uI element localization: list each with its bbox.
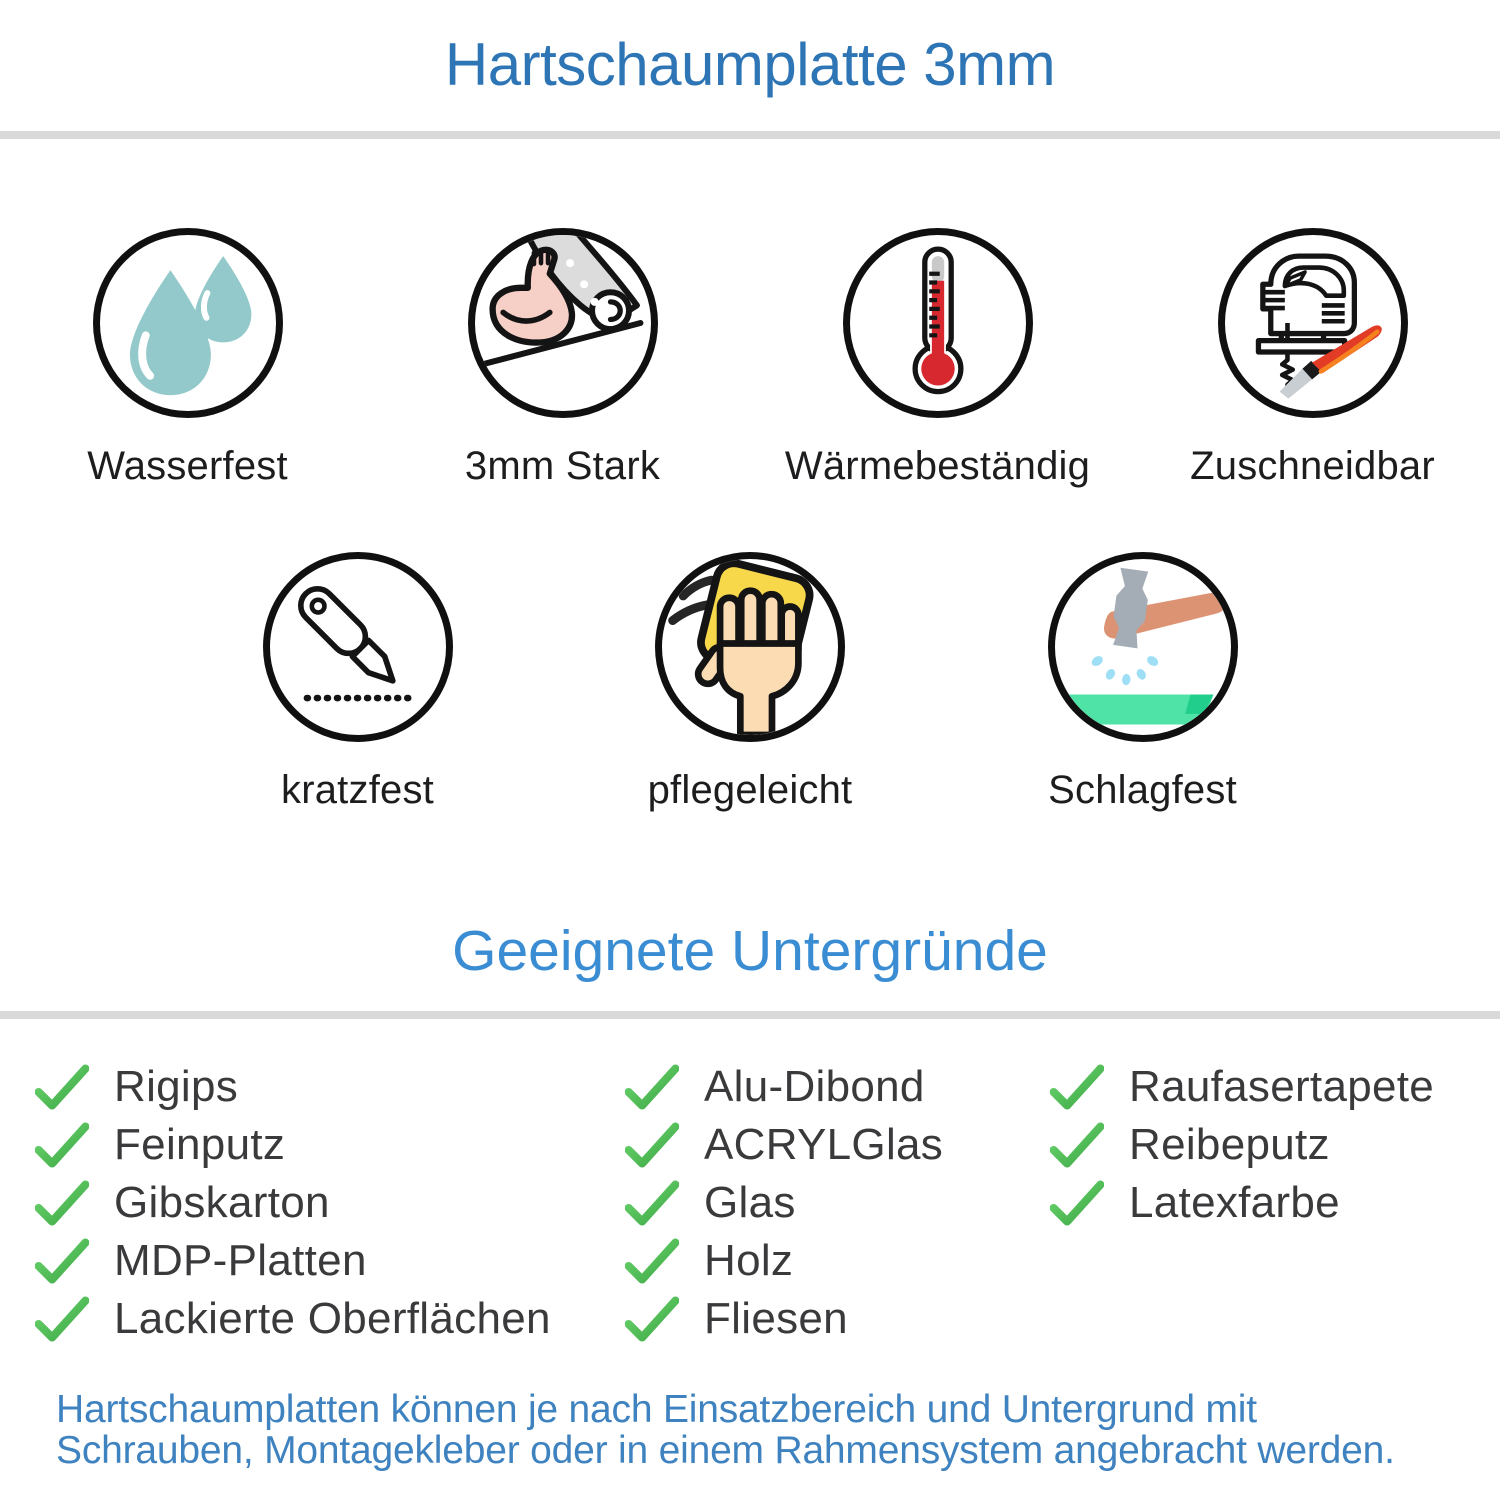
page-title: Hartschaumplatte 3mm [444, 31, 1056, 98]
feature-pflegeleicht [563, 552, 938, 813]
list-item [625, 1232, 1050, 1290]
footer-line-2: Schrauben, Montagekleber oder in einem Rahmensystem angebracht werden. [56, 1429, 1395, 1472]
list-item-label: Fliesen [704, 1294, 848, 1343]
list-item-label: Reibeputz [1129, 1120, 1330, 1169]
feature-3mm-stark [375, 228, 750, 489]
check-icon [1050, 1122, 1104, 1169]
list-item-label: Latexfarbe [1129, 1178, 1340, 1227]
list-item-label: ACRYLGlas [704, 1120, 944, 1169]
feature-label: Schlagfest [1048, 768, 1237, 812]
feature-kratzfest [170, 552, 545, 813]
footer-note [56, 1389, 1470, 1471]
surfaces-list [0, 1058, 1500, 1348]
surfaces-column-1 [35, 1058, 625, 1348]
check-icon [1050, 1064, 1104, 1111]
feature-label: Zuschneidbar [1190, 444, 1435, 488]
list-item [35, 1058, 625, 1116]
feature-label: Wasserfest [87, 444, 288, 488]
list-item [1050, 1116, 1500, 1174]
list-item [1050, 1058, 1500, 1116]
footer-line-1: Hartschaumplatten können je nach Einsatzbereich und Untergrund mit [56, 1388, 1257, 1431]
check-icon [625, 1180, 679, 1227]
utility-knife-icon [263, 552, 453, 742]
check-icon [35, 1296, 89, 1343]
list-item-label: Lackierte Oberflächen [114, 1294, 551, 1343]
list-item [625, 1290, 1050, 1348]
feature-label: Wärmebeständig [784, 444, 1091, 488]
list-item-label: Holz [704, 1236, 794, 1285]
check-icon [625, 1238, 679, 1285]
list-item [35, 1232, 625, 1290]
list-item [625, 1058, 1050, 1116]
feature-label: kratzfest [281, 768, 434, 812]
surfaces-column-3 [1050, 1058, 1500, 1348]
feature-waermebestaendig [750, 228, 1125, 489]
list-item [625, 1174, 1050, 1232]
check-icon [1050, 1180, 1104, 1227]
list-item [1050, 1174, 1500, 1232]
check-icon [625, 1122, 679, 1169]
feature-row-2 [170, 552, 1330, 813]
flexed-arm-roll-icon [468, 228, 658, 418]
feature-zuschneidbar [1125, 228, 1500, 489]
feature-label: 3mm Stark [464, 444, 661, 488]
surfaces-column-2 [625, 1058, 1050, 1348]
list-item-label: Glas [704, 1178, 796, 1227]
check-icon [35, 1238, 89, 1285]
section-title: Geeignete Untergründe [452, 919, 1048, 983]
list-item-label: Feinputz [114, 1120, 286, 1169]
feature-schlagfest [955, 552, 1330, 813]
divider-top [0, 131, 1500, 139]
thermometer-icon [843, 228, 1033, 418]
list-item-label: Gibskarton [114, 1178, 330, 1227]
list-item-label: Alu-Dibond [704, 1062, 925, 1111]
check-icon [625, 1064, 679, 1111]
check-icon [35, 1122, 89, 1169]
cleaning-hand-icon [655, 552, 845, 742]
divider-middle [0, 1011, 1500, 1019]
jigsaw-cutter-icon [1218, 228, 1408, 418]
water-drops-icon [93, 228, 283, 418]
list-item-label: Raufasertapete [1129, 1062, 1435, 1111]
feature-label: pflegeleicht [647, 768, 853, 812]
list-item-label: Rigips [114, 1062, 239, 1111]
list-item [35, 1290, 625, 1348]
list-item [35, 1116, 625, 1174]
check-icon [35, 1180, 89, 1227]
list-item-label: MDP-Platten [114, 1236, 367, 1285]
check-icon [625, 1296, 679, 1343]
hammer-impact-icon [1048, 552, 1238, 742]
feature-row-1 [0, 228, 1500, 489]
list-item [35, 1174, 625, 1232]
feature-wasserfest [0, 228, 375, 489]
list-item [625, 1116, 1050, 1174]
check-icon [35, 1064, 89, 1111]
